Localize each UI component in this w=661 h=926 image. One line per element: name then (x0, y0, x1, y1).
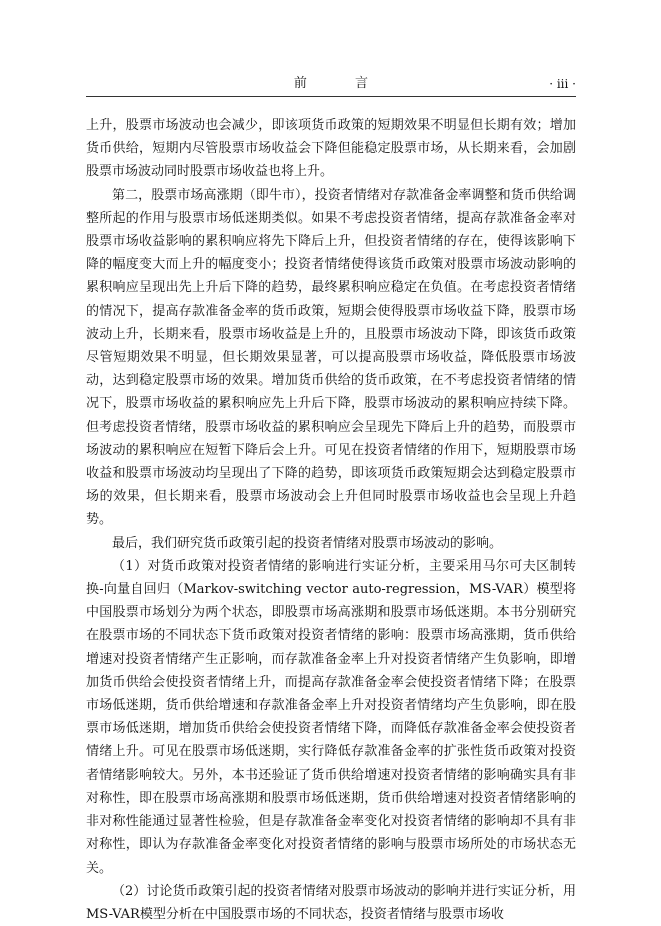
paragraph-continuation: 上升，股票市场波动也会减少，即该项货币政策的短期效果不明显但长期有效；增加货币供给，短期内尽管股票市场收益会下降但能稳定股票市场，从长期来看，会加剧股票市场波动同时股票市场收益也将上升。 (86, 118, 576, 180)
header-divider (86, 96, 576, 97)
running-title: 前 言 (293, 76, 391, 91)
page-header (86, 73, 576, 95)
paragraph-item-2: （2）讨论货币政策引起的投资者情绪对股票市场波动的影响并进行实证分析，用MS-VAR模型分析在中国股票市场的不同状态，投资者情绪与股票市场收 (86, 883, 576, 922)
page-number: · iii · (549, 77, 576, 91)
paragraph-item-1: （1）对货币政策对投资者情绪的影响进行实证分析，主要采用马尔可夫区制转换-向量自回归（Markov-switching vector auto-regression，MS-VAR）模型将中国股票市场划分为两个状态，即股票市场高涨期和股票市场低迷期。本书分别研究在股票市场的不同状态下货币政策对投资者情绪的影响：股票市场高涨期，货币供给增速对投资者情绪产生正影响，而存款准备金率上升对投资者情绪产生负影响，即增加货币供给会使投资者情绪上升，而提高存款准备金率会使投资者情绪下降；在股票市场低迷期，货币供给增速和存款准备金率上升对投资者情绪均产生负影响，即在股票市场低迷期，增加货币供给会使投资者情绪下降，而降低存款准备金率会使投资者情绪上升。可见在股票市场低迷期，实行降低存款准备金率的扩张性货币政策对投资者情绪影响较大。另外，本书还验证了货币供给增速对投资者情绪的影响确实具有非对称性，即在股票市场高涨期和股票市场低迷期，货币供给增速对投资者情绪影响的非对称性能通过显著性检验，但是存款准备金率变化对投资者情绪的影响却不具有非对称性，即认为存款准备金率变化对投资者情绪的影响与股票市场所处的市场状态无关。 (86, 558, 576, 876)
paragraph-second-point: 第二，股票市场高涨期（即牛市），投资者情绪对存款准备金率调整和货币供给调整所起的作用与股票市场低迷期类似。如果不考虑投资者情绪，提高存款准备金率对股票市场收益影响的累积响应将先下降后上升，但投资者情绪的存在，使得该影响下降的幅度变大而上升的幅度变小；投资者情绪使得该货币政策对股票市场波动影响的累积响应呈现出先上升后下降的趋势，最终累积响应稳定在负值。在考虑投资者情绪的情况下，提高存款准备金率的货币政策，短期会使得股票市场收益下降，股票市场波动上升，长期来看，股票市场收益是上升的，且股票市场波动下降，即该货币政策尽管短期效果不明显，但长期效果显著，可以提高股票市场收益，降低股票市场波动，达到稳定股票市场的效果。增加货币供给的货币政策，在不考虑投资者情绪的情况下，股票市场收益的累积响应先上升后下降，股票市场波动的累积响应持续下降。但考虑投资者情绪，股票市场收益的累积响应会呈现先下降后上升的趋势，而股票市场波动的累积响应在短暂下降后会上升。可见在投资者情绪的作用下，短期股票市场收益和股票市场波动均呈现出了下降的趋势，即该项货币政策短期会达到稳定股票市场的效果，但长期来看，股票市场波动会上升但同时股票市场收益也会呈现上升趋势。 (86, 187, 576, 528)
paragraph-finally: 最后，我们研究货币政策引起的投资者情绪对股票市场波动的影响。 (112, 535, 503, 551)
body-text (86, 114, 576, 926)
